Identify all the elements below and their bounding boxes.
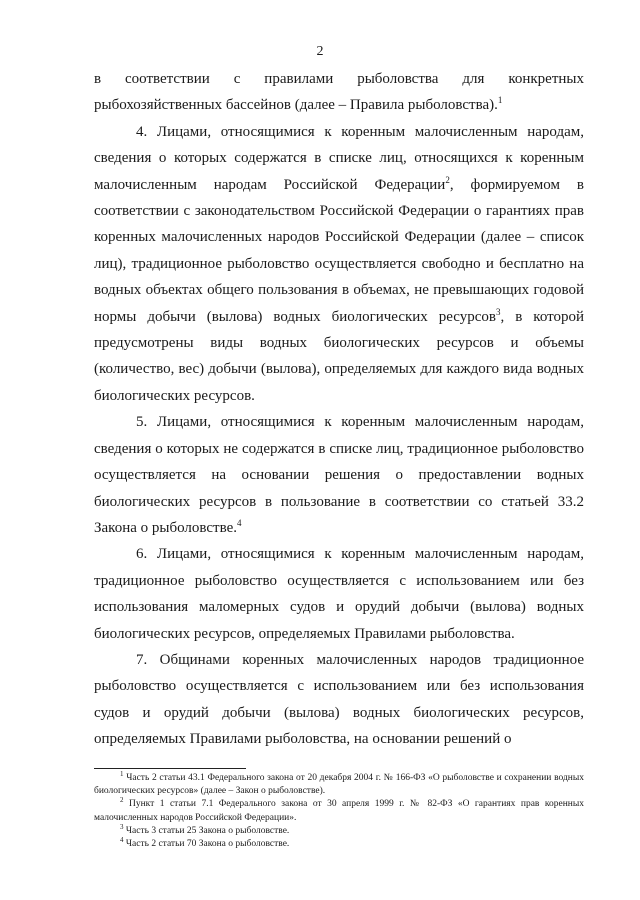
document-body [94, 66, 584, 753]
footnote-number: 3 [120, 822, 124, 831]
paragraph-item-6 [94, 541, 584, 647]
page-number: 2 [316, 44, 324, 59]
footnote-1 [94, 769, 585, 798]
paragraph-text: , в которой предусмотрены виды водных биологических ресурсов и объемы (количество, вес) добычи (вылова), определяемых для каждого вида водных биологических ресурсов. [94, 308, 585, 404]
footnote-number: 2 [120, 796, 124, 805]
footnote-ref: 2 [445, 174, 450, 185]
footnote-text: Часть 3 статьи 25 Закона о рыболовстве. [125, 825, 290, 836]
paragraph-text: 4. Лицами, относящимися к коренным малочисленным народам, сведения о которых содержатся в списке лиц, относящихся к коренным малочисленным народам Российской Федерации [94, 123, 584, 193]
footnote-4 [94, 835, 584, 851]
footnote-ref: 4 [237, 517, 242, 528]
footnotes [94, 769, 585, 851]
paragraph-item-4 [94, 119, 584, 409]
paragraph-item-7 [94, 647, 584, 753]
paragraph-item-5 [94, 409, 584, 541]
paragraph-text: 6. Лицами, относящимися к коренным малочисленным народам, традиционное рыболовство осуществляется с использованием или без использования маломерных судов и орудий добычи (вылова) водных биологических ресурсов, определяемых Правилами рыболовства. [94, 546, 584, 642]
footnote-text: Часть 2 статьи 43.1 Федерального закона от 20 декабря 2004 г. № 166-ФЗ «О рыболовстве и сохранении водных биологических ресурсов» (далее – Закон о рыболовстве). [94, 773, 585, 797]
footnote-text: Часть 2 статьи 70 Закона о рыболовстве. [125, 839, 290, 850]
footnote-ref: 1 [497, 95, 503, 106]
paragraph-text: в соответствии с правилами рыболовства для конкретных рыбохозяйственных бассейнов (далее – Правила рыболовства). [94, 71, 584, 114]
footnote-2 [94, 798, 584, 824]
footnote-number: 4 [120, 835, 124, 844]
footnote-ref: 3 [496, 306, 501, 317]
paragraph-continuation [94, 66, 584, 119]
footnote-divider [94, 768, 246, 769]
footnote-3 [94, 822, 584, 838]
footnote-text: Пункт 1 статьи 7.1 Федерального закона от 30 апреля 1999 г. № 82-ФЗ «О гарантиях прав коренных малочисленных народов Российской Федерации». [94, 799, 584, 823]
footnote-number: 1 [120, 769, 124, 778]
paragraph-text: , формируемом в соответствии с законодательством Российской Федерации о гарантиях прав коренных малочисленных народов Российской Федерации (далее – список лиц), традиционное рыболовство осуществляется свободно и бесплатно на водных объектах общего пользования в объемах, не превышающих годовой нормы добычи (вылова) водных биологических ресурсов [94, 176, 584, 325]
paragraph-text: 7. Общинами коренных малочисленных народов традиционное рыболовство осуществляется с использованием или без использования судов и орудий добычи (вылова) водных биологических ресурсов, определяемых Правилами рыболовства, на основании решений о [94, 651, 584, 748]
paragraph-text: 5. Лицами, относящимися к коренным малочисленным народам, сведения о которых не содержатся в списке лиц, традиционное рыболовство осуществляется на основании решения о предоставлении водных биологических ресурсов в пользование в соответствии со статьей 33.2 Закона о рыболовстве. [94, 414, 584, 536]
